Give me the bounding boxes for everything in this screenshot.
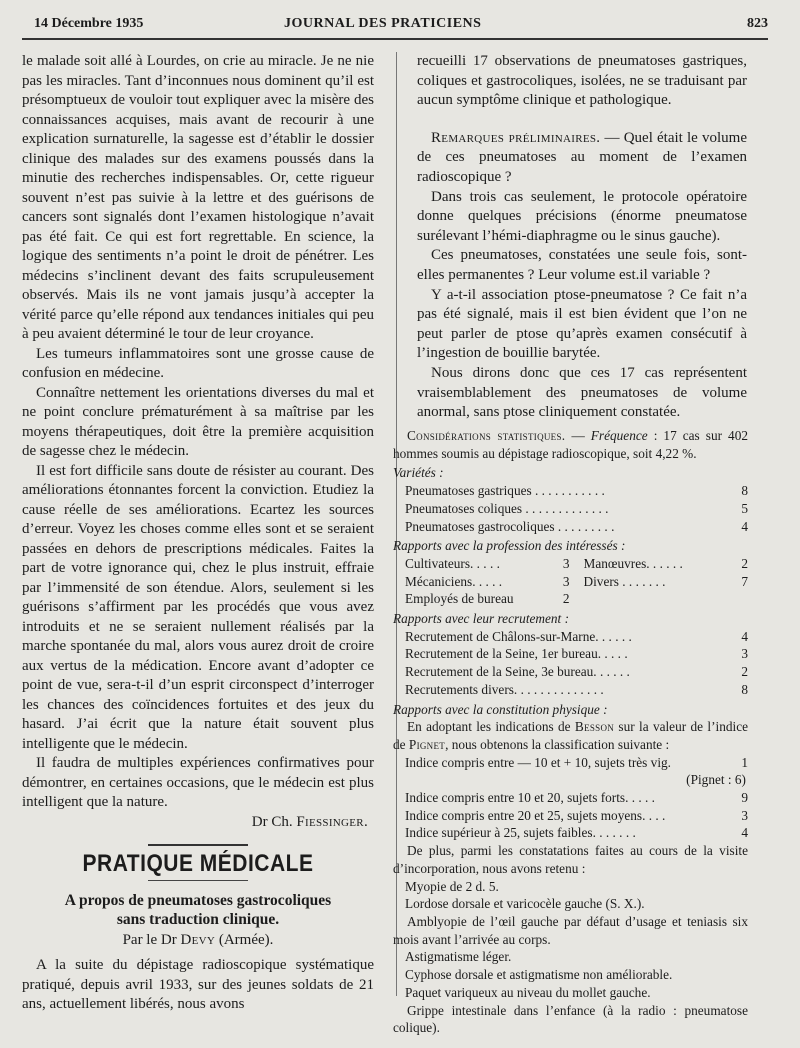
section-title: PRATIQUE MÉDICALE [82, 850, 314, 877]
paragraph: Connaître nettement les orientations diverses du mal et ne point conclure prématurément à sa maîtrise par les moyens thérapeutiques, doit être la première acquisition de sagesse chez le médecin. [22, 384, 374, 459]
table-row: Indice compris entre 10 et 20, sujets forts. . . . . 9 [405, 790, 748, 806]
table-row: Cultivateurs. . . . . 3 Manœuvres. . . . . . 2 [405, 555, 748, 571]
remarks-paragraph [417, 129, 747, 188]
finding-item: Amblyopie de l’œil gauche par défaut d’usage et teniasis six mois avant l’arrivée au corps. [393, 913, 748, 947]
paragraph: Dans trois cas seulement, le protocole opératoire donne quelques précisions (énorme pneumatose surélevant l’hémi-diaphragme ou le sinus gauche). [417, 188, 747, 244]
stats-text: : 17 cas sur 402 hommes soumis au dépistage radioscopique, soit 4,22 %. [393, 428, 748, 461]
table-row: Indice compris entre — 10 et + 10, sujets très vig. 1 [405, 754, 748, 770]
header-rule [22, 38, 768, 40]
article-title [22, 891, 374, 929]
author-besson: Besson [574, 719, 615, 735]
paragraph: Il faudra de multiples expériences confirmatives pour démontrer, en certaines occasions, que le médecin est plus intelligent que la nature. [22, 755, 374, 810]
table-row: Mécaniciens. . . . . 3 Divers . . . . . . . 7 [405, 573, 748, 589]
article-intro: A la suite du dépistage radioscopique systématique pratiqué, depuis avril 1933, sur des jeunes soldats de 21 ans, actuellement libérés, nous avons [22, 957, 374, 1012]
table-row: Recrutement de la Seine, 3e bureau. . . . . . 2 [405, 664, 748, 680]
table-row: Indice supérieur à 25, sujets faibles. . . . . . . 4 [405, 825, 748, 841]
table-row: Recrutement de Châlons-sur-Marne. . . . . . 4 [405, 628, 748, 644]
paragraph: recueilli 17 observations de pneumatoses gastriques, coliques et gastrocoliques, isolées, ne se traduisant par aucun symptôme clinique et pathologique. [417, 53, 747, 109]
paragraph: Ces pneumatoses, constatées une seule fois, sont-elles permanentes ? Leur volume est.il variable ? [417, 247, 747, 283]
remarks-heading: Remarques préliminaires. [431, 129, 601, 146]
paragraph: Les tumeurs inflammatoires sont une grosse cause de confusion en médecine. [22, 345, 374, 381]
varietes-heading: Variétés : [393, 465, 444, 481]
byline-prefix: Par le Dr [122, 931, 181, 948]
constitution-heading: Rapports avec la constitution physique : [393, 701, 608, 717]
finding-item: Myopie de 2 d. 5. [405, 878, 499, 894]
right-column-upper [417, 52, 747, 423]
table-row: Employés de bureau 2 [405, 591, 570, 607]
finding-item: Lordose dorsale et varicocèle gauche (S. X.). [405, 896, 645, 912]
finding-item: Grippe intestinale dans l’enfance (à la radio : pneumatose colique). [393, 1002, 748, 1036]
remarks-text: — Quel était le volume de ces pneumatoses au moment de l’examen radioscopique ? [417, 129, 747, 185]
paragraph: Nous dirons donc que ces 17 cas représentent vraisemblablement des pneumatoses de volume anormal, sans ptose cliniquement constatée. [417, 364, 747, 421]
stats-dash: — [565, 428, 591, 443]
frequency-label: Fréquence [590, 428, 648, 443]
section-rule-bottom [148, 880, 248, 881]
table-row: Recrutements divers. . . . . . . . . . . . . . 8 [405, 681, 748, 697]
table-row: Indice compris entre 20 et 25, sujets moyens. . . . 3 [405, 807, 748, 823]
journal-title: JOURNAL DES PRATICIENS [284, 16, 482, 31]
page-number: 823 [747, 16, 768, 31]
pignet-note: (Pignet : 6) [686, 772, 746, 788]
article-byline [22, 931, 374, 951]
stats-heading: Considérations statistiques. [407, 428, 566, 443]
article-title-line: A propos de pneumatoses gastrocoliques [64, 891, 332, 909]
signature-name: Fiessinger. [296, 813, 368, 830]
table-row: Pneumatoses coliques . . . . . . . . . . . . . 5 [405, 500, 748, 516]
paragraph: le malade soit allé à Lourdes, on crie au miracle. Je ne nie pas les miracles. Tant d’inconnues nous dominent qu’il est présomptueux de vouloir tout expliquer avec la misère des connaissances acquises, mais avant de recourir à une explication surnaturelle, la sagesse est d’établir le dossier clinique des malades sur des examens poussés dans la minutie des recherches indispensables. Or, cette rigueur souvent n’est pas suivie à la lettre et des guérisons de cancers sont signalés dont l’examen histologique n’avait pas été fait. Ce qui est fort regrettable. En science, la logique des sentiments n’a point le droit de pénétrer. Les médecins s’inclinent devant des faits scrupuleusement observés. Mais ils ne vont jamais jusqu’à accepter la vérité parce qu’elle répond aux tendances initiales qui peu à peu avaient déterminé le tour de leur croyance. [22, 53, 374, 342]
left-column [22, 52, 374, 1015]
author-name: Devy [180, 931, 216, 948]
table-row: Pneumatoses gastriques . . . . . . . . . . . 8 [405, 483, 748, 499]
signature [22, 813, 368, 833]
paragraph: Y a-t-il association ptose-pneumatose ? Ce fait n’a pas été signalé, mais il est bien évident que l’on ne peut parler de ptose qu’après examen consécutif à l’ingestion de bouillie barytée. [417, 286, 747, 362]
finding-item: Astigmatisme léger. [405, 949, 512, 965]
profession-heading: Rapports avec la profession des intéressés : [393, 538, 626, 554]
recrutement-heading: Rapports avec leur recrutement : [393, 611, 570, 627]
signature-prefix: Dr Ch. [251, 813, 297, 830]
finding-item: Paquet variqueux au niveau du mollet gauche. [405, 984, 651, 1000]
right-column-lower [393, 427, 748, 1037]
issue-date: 14 Décembre 1935 [34, 16, 144, 31]
article-title-line: sans traduction clinique. [116, 910, 280, 928]
table-row: Recrutement de la Seine, 1er bureau. . . . . 3 [405, 646, 748, 662]
constitution-intro: En adoptant les indications de Besson sur la valeur de l’indice de Pignet, nous obtenons la classification suivante : [393, 719, 748, 752]
constatations-paragraph: De plus, parmi les constatations faites au cours de la visite d’incorporation, nous avons retenu : [393, 843, 748, 876]
table-row: Pneumatoses gastrocoliques . . . . . . . . . 4 [405, 518, 748, 534]
author-pignet: Pignet [408, 736, 446, 752]
section-rule-top [148, 844, 248, 846]
page-header [22, 14, 768, 36]
stats-paragraph [393, 427, 748, 462]
paragraph: Il est fort difficile sans doute de résister au courant. Des améliorations étonnantes forcent la conviction. Etudiez la cause réelle de ses améliorations. Ecartez les sources d’erreur. Voyez les choses comme elles sont et se seraient passées en dehors de prescriptions médicales. Faites la part de votre ignorance qui, chez le plus instruit, effraie par l’immensité de son étendue. Alors, seulement si les guérisons s’affirment par les procédés que vous avez introduits et ne se seraient nullement réalisés par la marche spontanée du mal, alors vous aurez droit de croire aux vertus de la médication. Encore avant d’adopter ce point de vue, sera-t-il d’un esprit circonspect d’interroger les chances des coïncidences fortuites et des jeux du hasard. J’ai écrit que la nature était souvent plus intelligente que le médecin. [22, 462, 374, 752]
finding-item: Cyphose dorsale et astigmatisme non améliorable. [405, 967, 673, 983]
byline-suffix: (Armée). [215, 931, 274, 948]
